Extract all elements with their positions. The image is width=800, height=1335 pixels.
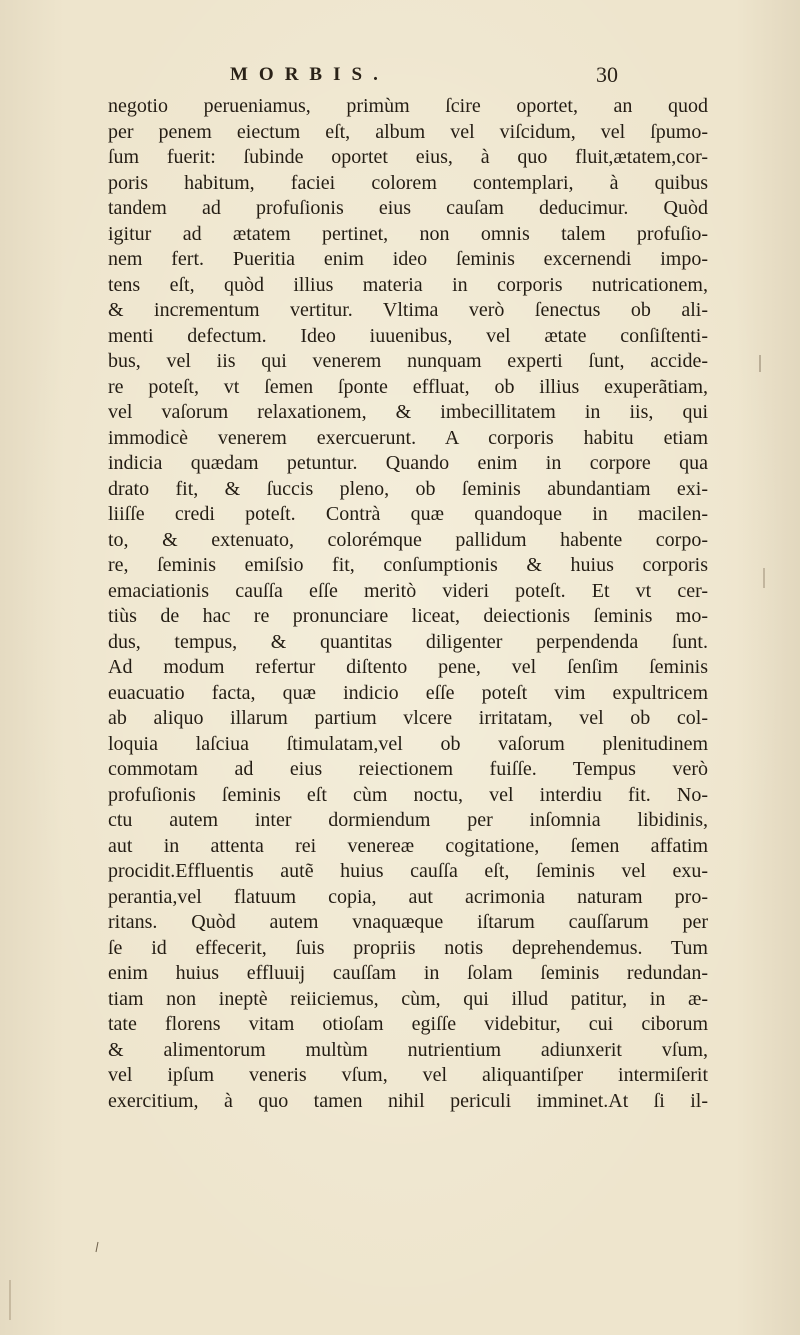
text-line: emaciationis cauſſa eſſe meritò videri poteſt. Et vt cer-: [108, 579, 708, 602]
page-number: 30: [596, 62, 618, 87]
text-line: tandem ad profuſionis eius cauſam deducimur. Quòd: [108, 197, 708, 219]
text-line: dus, tempus, & quantitas diligenter perpendenda ſunt.: [108, 630, 708, 653]
text-line: & incrementum vertitur. Vltima verò ſenectus ob ali-: [108, 299, 708, 321]
text-line: enim huius effluuij cauſſam in ſolam ſeminis redundan-: [108, 962, 708, 984]
text-line: re poteſt, vt ſemen ſponte effluat, ob illius exuperãtiam,: [108, 375, 708, 398]
text-line: menti defectum. Ideo iuuenibus, vel ætate conſiſtenti-: [108, 324, 708, 347]
text-line: tiùs de hac re pronunciare liceat, deiectionis ſeminis mo-: [108, 605, 708, 627]
text-line: ſe id effecerit, ſuis propriis notis deprehendemus. Tum: [108, 936, 708, 959]
text-line: vel ipſum veneris vſum, vel aliquantiſper intermiſerit: [108, 1064, 708, 1086]
text-line: euacuatio facta, quæ indicio eſſe poteſt vim expultricem: [108, 681, 708, 704]
text-line: immodicè venerem exercuerunt. A corporis habitu etiam: [108, 426, 708, 449]
page-header: [0, 58, 800, 98]
text-line: ctu autem inter dormiendum per inſomnia libidinis,: [108, 809, 708, 831]
body-text: [108, 94, 708, 1114]
text-line: per penem eiectum eſt, album vel viſcidum, vel ſpumo-: [108, 120, 708, 143]
text-line: nem fert. Pueritia enim ideo ſeminis excernendi impo-: [108, 248, 708, 270]
text-line: bus, vel iis qui venerem nunquam experti ſunt, accide-: [108, 350, 708, 372]
text-line: tiam non ineptè reiiciemus, cùm, qui illud patitur, in æ-: [108, 987, 708, 1010]
text-line: exercitium, à quo tamen nihil periculi imminet.At ſi il-: [108, 1089, 708, 1112]
text-line: re, ſeminis emiſsio fit, conſumptionis & huius corporis: [108, 554, 708, 576]
text-line: liiſſe credi poteſt. Contrà quæ quandoque in macilen-: [108, 503, 708, 525]
text-line: ſum fuerit: ſubinde oportet eius, à quo fluit,ætatem,cor-: [108, 146, 708, 168]
text-line: negotio perueniamus, primùm ſcire oportet, an quod: [108, 95, 708, 117]
text-line: tate florens vitam otioſam egiſſe videbitur, cui ciborum: [108, 1013, 708, 1035]
text-line: perantia,vel flatuum copia, aut acrimonia naturam pro-: [108, 885, 708, 908]
text-line: & alimentorum multùm nutrientium adiunxerit vſum,: [108, 1038, 708, 1061]
text-line: commotam ad eius reiectionem fuiſſe. Tempus verò: [108, 758, 708, 780]
text-line: indicia quædam petuntur. Quando enim in corpore qua: [108, 452, 708, 474]
margin-tick-mark: [96, 1242, 98, 1252]
text-line: aut in attenta rei venereæ cogitatione, ſemen affatim: [108, 834, 708, 857]
running-head: MORBIS.: [230, 64, 389, 85]
text-line: loquia laſciua ſtimulatam,vel ob vaſorum plenitudinem: [108, 732, 708, 755]
text-line: igitur ad ætatem pertinet, non omnis talem profuſio-: [108, 222, 708, 245]
text-line: Ad modum refertur diſtento pene, vel ſenſim ſeminis: [108, 656, 708, 678]
text-line: poris habitum, faciei colorem contemplari, à quibus: [108, 171, 708, 194]
text-line: procidit.Effluentis autẽ huius cauſſa eſt, ſeminis vel exu-: [108, 860, 708, 882]
text-line: vel vaſorum relaxationem, & imbecillitatem in iis, qui: [108, 401, 708, 423]
text-line: ritans. Quòd autem vnaquæque iſtarum cauſſarum per: [108, 911, 708, 933]
text-line: profuſionis ſeminis eſt cùm noctu, vel interdiu fit. No-: [108, 783, 708, 806]
text-line: to, & extenuato, colorémque pallidum habente corpo-: [108, 528, 708, 551]
text-line: ab aliquo illarum partium vlcere irritatam, vel ob col-: [108, 707, 708, 729]
text-line: tens eſt, quòd illius materia in corporis nutricationem,: [108, 273, 708, 296]
text-line: drato fit, & ſuccis pleno, ob ſeminis abundantiam exi-: [108, 477, 708, 500]
